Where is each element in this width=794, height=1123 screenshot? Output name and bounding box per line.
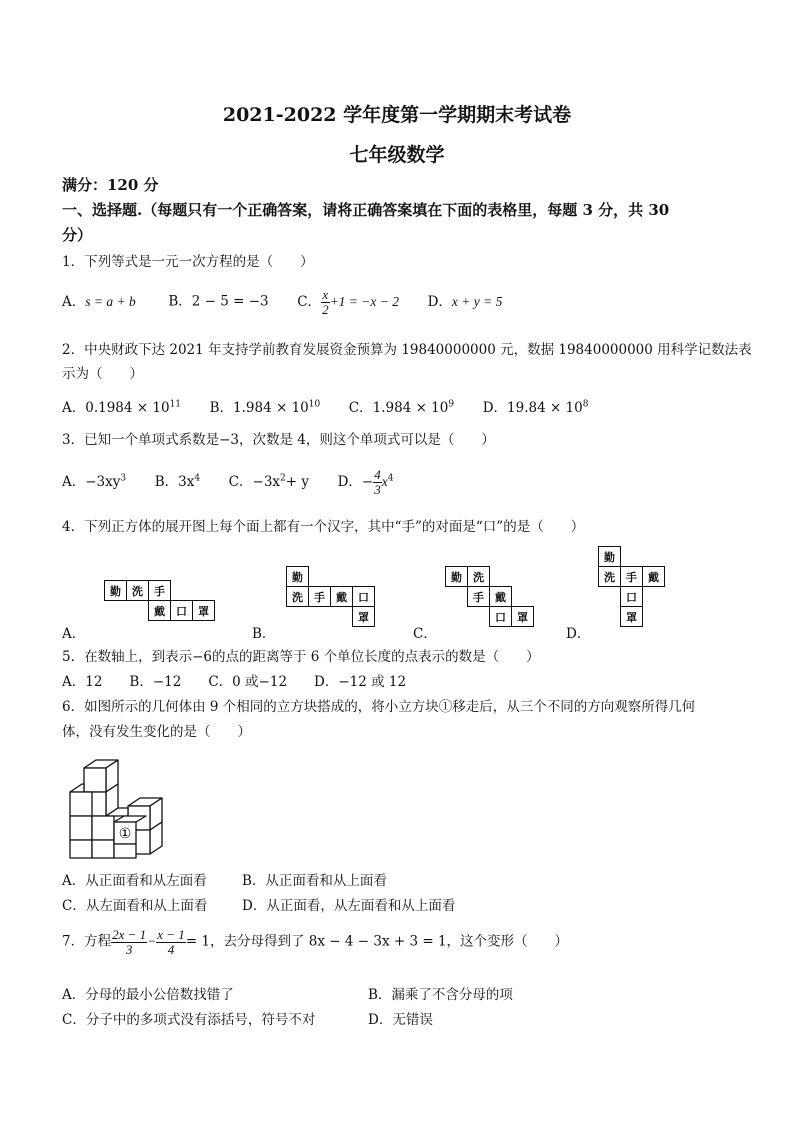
score-label: 满分：120 分	[62, 176, 159, 194]
net-cell: 洗	[286, 586, 309, 607]
net-cell: 罩	[620, 606, 643, 627]
page-title: 2021-2022 学年度第一学期期末考试卷	[222, 104, 572, 126]
q7-stem: 7．方程 $\frac{2x - 1}{3}$ − $\frac{x - 1}{4}$ = 1，去分母得到了 8x − 4 − 3x + 3 = 1，这个变形（ ）	[62, 927, 569, 957]
q2-option-d: D．$19.84 \times 10^8$	[482, 399, 589, 416]
q1-stem: 1．下列等式是一元一次方程的是（ ）	[62, 254, 314, 270]
q4-label-c: C．	[413, 626, 437, 642]
q3-option-c: C．$-3x^2+ y$	[228, 473, 309, 490]
cube-front-face	[70, 792, 92, 816]
q4-label-d: D．	[566, 626, 591, 642]
q1-option-a: A．s = a + b	[62, 293, 136, 310]
cube-top-face	[70, 784, 84, 792]
net-cell: 口	[170, 600, 193, 621]
q1-option-d: D．x + y = 5	[427, 293, 503, 310]
section-heading: 一、选择题.（每题只有一个正确答案，请将正确答案填在下面的表格里，每题 3 分，共 30	[62, 201, 670, 219]
q1-options	[62, 288, 502, 316]
net-cell: 口	[352, 586, 375, 607]
q5-stem: 5．在数轴上，到表示−6的点的距离等于 6 个单位长度的点表示的数是（ ）	[62, 649, 540, 665]
cube-front-face	[92, 816, 114, 840]
net-cell: 手	[308, 586, 331, 607]
q7-option-c: C．分子中的多项式没有添括号，符号不对	[62, 1012, 316, 1028]
net-cell: 勤	[598, 546, 621, 567]
q6-stem-cont: 体，没有发生变化的是（ ）	[62, 724, 251, 740]
cube-front-face	[92, 840, 114, 858]
cube-front-face	[84, 768, 106, 792]
q4-stem: 4．下列正方体的展开图上每个面上都有一个汉字，其中“手”的对面是“口”的是（ ）	[62, 519, 585, 535]
cube-front-face	[70, 816, 92, 840]
q1-option-b: B．2 − 5 = −3	[168, 293, 269, 310]
q7-option-d: D．无错误	[368, 1012, 433, 1028]
q2-stem-cont: 示为（ ）	[62, 366, 143, 382]
q3-option-b: B．$3x^4$	[154, 473, 201, 490]
q6-stem: 6．如图所示的几何体由 9 个相同的立方块搭成的，将小立方块①移走后，从三个不同的方向观察所得几何	[62, 699, 696, 715]
section-heading-cont: 分）	[62, 226, 93, 244]
net-cell: 戴	[642, 566, 665, 587]
q7-option-b: B．漏乘了不含分母的项	[368, 987, 513, 1003]
q7-option-a: A．分母的最小公倍数找错了	[62, 987, 234, 1003]
q6-option-d: D．从正面看，从左面看和从上面看	[242, 898, 456, 914]
net-cell: 勤	[445, 566, 468, 587]
net-cell: 手	[148, 580, 171, 601]
net-cell: 手	[467, 586, 490, 607]
q2-options	[62, 396, 588, 416]
page-subtitle: 七年级数学	[349, 144, 445, 166]
q3-option-d: D．− $\frac{4}{3}$ $x^4$	[337, 467, 394, 497]
net-cell: 戴	[148, 600, 171, 621]
cube-marker-label: ①	[118, 826, 132, 842]
net-cell: 洗	[467, 566, 490, 587]
q3-options	[62, 468, 393, 496]
q3-option-a: A．$-3xy^3$	[62, 473, 127, 490]
net-cell: 罩	[352, 606, 375, 627]
q6-option-b: B．从正面看和从上面看	[242, 873, 387, 889]
q6-cube-figure	[66, 756, 170, 860]
q6-option-a: A．从正面看和从左面看	[62, 873, 207, 889]
net-cell: 罩	[511, 606, 534, 627]
q4-label-a: A．	[62, 626, 86, 642]
q6-option-c: C．从左面看和从上面看	[62, 898, 208, 914]
q2-stem: 2．中央财政下达 2021 年支持学前教育发展资金预算为 19840000000 元，数据 19840000000 用科学记数法表	[62, 342, 752, 358]
net-cell: 口	[620, 586, 643, 607]
net-cell: 罩	[192, 600, 215, 621]
q5-options: A．12 B．−12 C．0 或−12 D．−12 或 12	[62, 674, 407, 690]
net-cell: 口	[489, 606, 512, 627]
net-cell: 戴	[330, 586, 353, 607]
net-cell: 洗	[598, 566, 621, 587]
cube-front-face	[70, 840, 92, 858]
q4-label-b: B．	[252, 626, 276, 642]
q2-option-c: C．$1.984 \times 10^9$	[348, 399, 455, 416]
q2-option-a: A．$0.1984 \times 10^{11}$	[62, 399, 182, 416]
q2-option-b: B．$1.984 \times 10^{10}$	[209, 399, 321, 416]
net-cell: 戴	[489, 586, 512, 607]
net-cell: 勤	[286, 566, 309, 587]
q1-option-c: C． $\frac{x}{2}$ +1 = −x − 2	[297, 287, 399, 317]
net-cell: 洗	[126, 580, 149, 601]
q3-stem: 3．已知一个单项式系数是−3，次数是 4，则这个单项式可以是（ ）	[62, 432, 495, 448]
net-cell: 手	[620, 566, 643, 587]
net-cell: 勤	[104, 580, 127, 601]
cube-front-face	[114, 844, 136, 858]
